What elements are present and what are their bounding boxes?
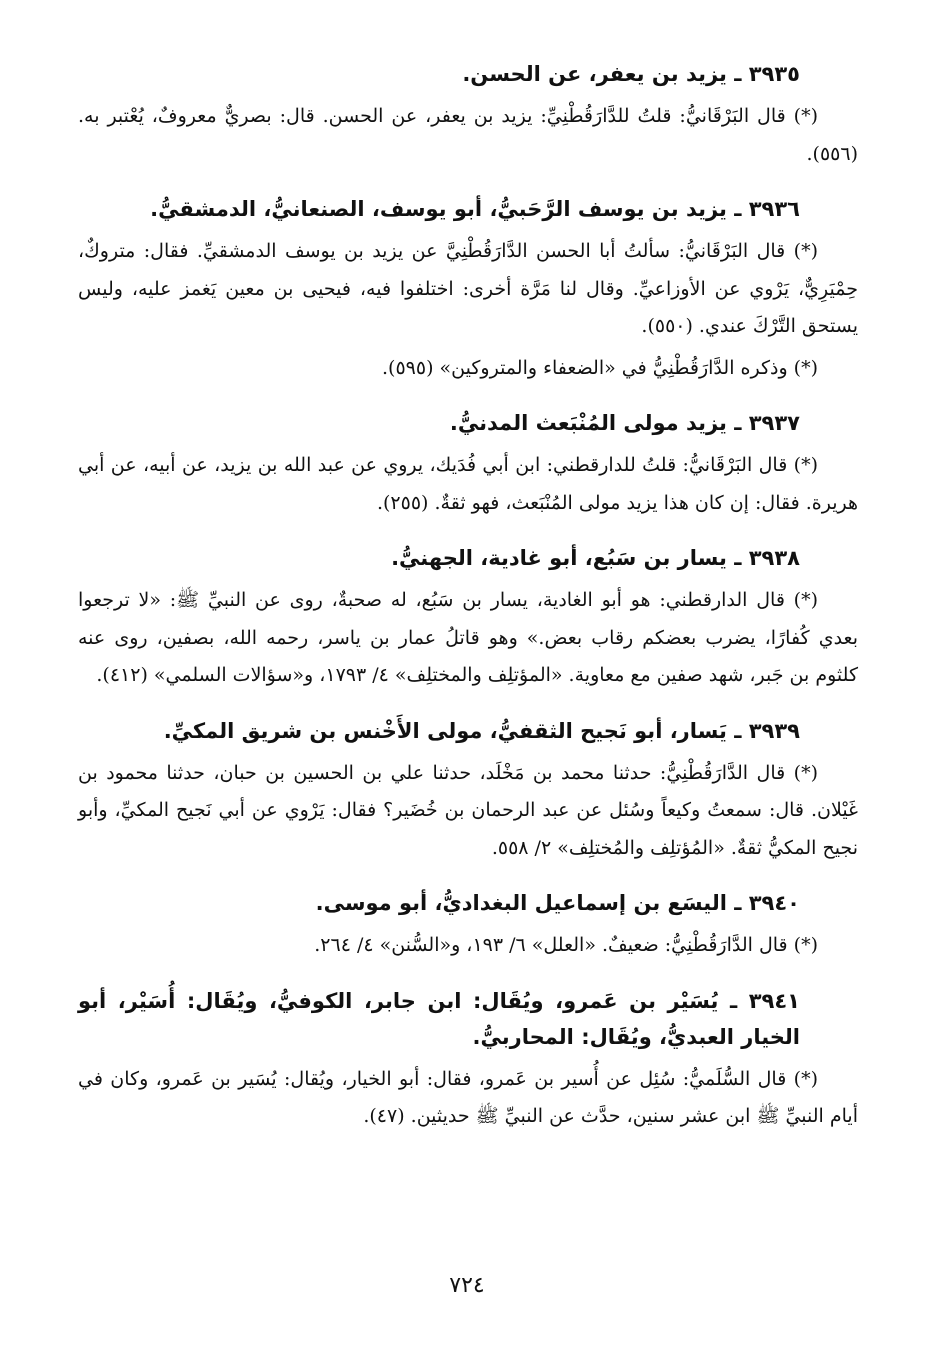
- entry-title: [78, 191, 858, 227]
- entry-title: [78, 405, 858, 441]
- entry-title: [78, 983, 858, 1055]
- entry-heading-text: ـ يزيد بن يعفر، عن الحسن.: [462, 62, 742, 86]
- entry-heading-text: ـ يُسَيْر بن عَمرو، ويُقَال: ابن جابر، الكوفيُّ، ويُقَال: أُسَيْر، أبو الخيار العبديُّ، ويُقَال: المحاربيُّ.: [78, 988, 800, 1049]
- entry-number: ٣٩٣٦: [748, 197, 800, 221]
- entry-heading-text: ـ يَسار، أبو نَجيح الثقفيُّ، مولى الأَخْنس بن شريق المكيِّ.: [163, 718, 742, 743]
- page-number: ٧٢٤: [449, 1273, 485, 1298]
- entry-paragraph: (*) قال البَرْقَانيُّ: قلتُ للدارقطني: ابن أبي فُدَيك، يروي عن عبد الله بن يزيد، عن أبيه، عن أبي هريرة. فقال: إن كان هذا يزيد مولى المُنْبَعث، فهو ثقةٌ. (٢٥٥).: [78, 454, 858, 514]
- entry-title: [78, 540, 858, 576]
- entry-heading-text: ـ اليسَع بن إسماعيل البغداديُّ، أبو موسى.: [315, 891, 742, 915]
- entry-paragraph: (*) قال الدَّارَقُطْنِيُّ: ضعيفٌ. «العلل» ٦/ ١٩٣، و«السُّنن» ٤/ ٢٦٤.: [314, 934, 818, 956]
- entry-paragraph: (*) وذكره الدَّارَقُطْنِيُّ في «الضعفاء والمتروكين» (٥٩٥).: [382, 356, 818, 379]
- entry-number: ٣٩٣٧: [748, 411, 800, 435]
- entry-title: [78, 885, 858, 921]
- entry-paragraph: (*) قال البَرْقَانيُّ: قلتُ للدَّارَقُطْنِيِّ: يزيد بن يعفر، عن الحسن. قال: بصريٌّ معروفٌ، يُعْتبر به. (٥٥٦).: [78, 105, 858, 165]
- entry-heading-text: ـ يزيد مولى المُنْبَعث المدنيُّ.: [449, 411, 742, 435]
- entry-3941: [78, 983, 858, 1136]
- entry-paragraph: (*) قال البَرْقَانيُّ: سألتُ أبا الحسن الدَّارَقُطْنِيَّ عن يزيد بن يوسف الدمشقيِّ. فقال: متروكٌ، حِمْيَرِيٌّ، يَرْوي عن الأوزاعيِّ. وقال لنا مَرَّة أخرى: اختلفوا فيه، فيحيى بن معين يَغمز عليه، وليس يستحق التَّرْكَ عندي. (٥٥٠).: [78, 240, 858, 337]
- entry-number: ٣٩٣٨: [748, 546, 800, 570]
- entry-3936: [78, 191, 858, 387]
- entry-heading-text: ـ يسار بن سَبُع، أبو غادية، الجهنيُّ.: [391, 546, 742, 570]
- entry-3938: [78, 540, 858, 695]
- entry-paragraph: (*) قال الدَّارَقُطْنِيُّ: حدثنا محمد بن مَخْلَد، حدثنا علي بن الحسين بن حبان، حدثنا محمود بن غَيْلان. قال: سمعتُ وكيعاً وسُئل عن عبد الرحمان بن خُضَير؟ فقال: يَرْوي عن أبي نَجيح المكيِّ، وأبو نجيح المكيُّ ثقةٌ. «المُؤتلِف والمُختلِف» ٢/ ٥٥٨.: [78, 761, 858, 859]
- entry-3935: [78, 56, 858, 173]
- entry-paragraph: (*) قال السُّلَميُّ: سُئِل عن أُسير بن عَمرو، فقال: أبو الخيار، ويُقال: يُسَير بن عَمرو، وكان في أيام النبيِّ ﷺ ابن عشر سنين، حدَّث عن النبيِّ ﷺ حديثين. (٤٧).: [78, 1067, 858, 1127]
- entry-title: [78, 713, 858, 749]
- entry-number: ٣٩٣٩: [748, 718, 800, 743]
- entry-number: ٣٩٤١: [748, 988, 800, 1013]
- page-body: [78, 56, 858, 1154]
- entry-paragraph: (*) قال الدارقطني: هو أبو الغادية، يسار بن سَبُع، له صحبةٌ، روى عن النبيِّ ﷺ: «لا ترجعوا بعدي كُفارًا، يضرب بعضكم رقاب بعض.» وهو قاتلُ عمار بن ياسر، رحمه الله، بصفين، روى عنه كلثوم بن جَبر، شهد صفين مع معاوية. «المؤتلِف والمختلِف» ٤/ ١٧٩٣، و«سؤالات السلمي» (٤١٢).: [78, 589, 858, 686]
- entry-title: [78, 56, 858, 92]
- entry-number: ٣٩٣٥: [748, 62, 800, 86]
- entry-3939: [78, 713, 858, 868]
- entry-3940: [78, 885, 858, 965]
- entry-3937: [78, 405, 858, 522]
- entry-number: ٣٩٤٠: [748, 891, 800, 915]
- entry-heading-text: ـ يزيد بن يوسف الرَّحَبيُّ، أبو يوسف، الصنعانيُّ، الدمشقيُّ.: [150, 197, 742, 221]
